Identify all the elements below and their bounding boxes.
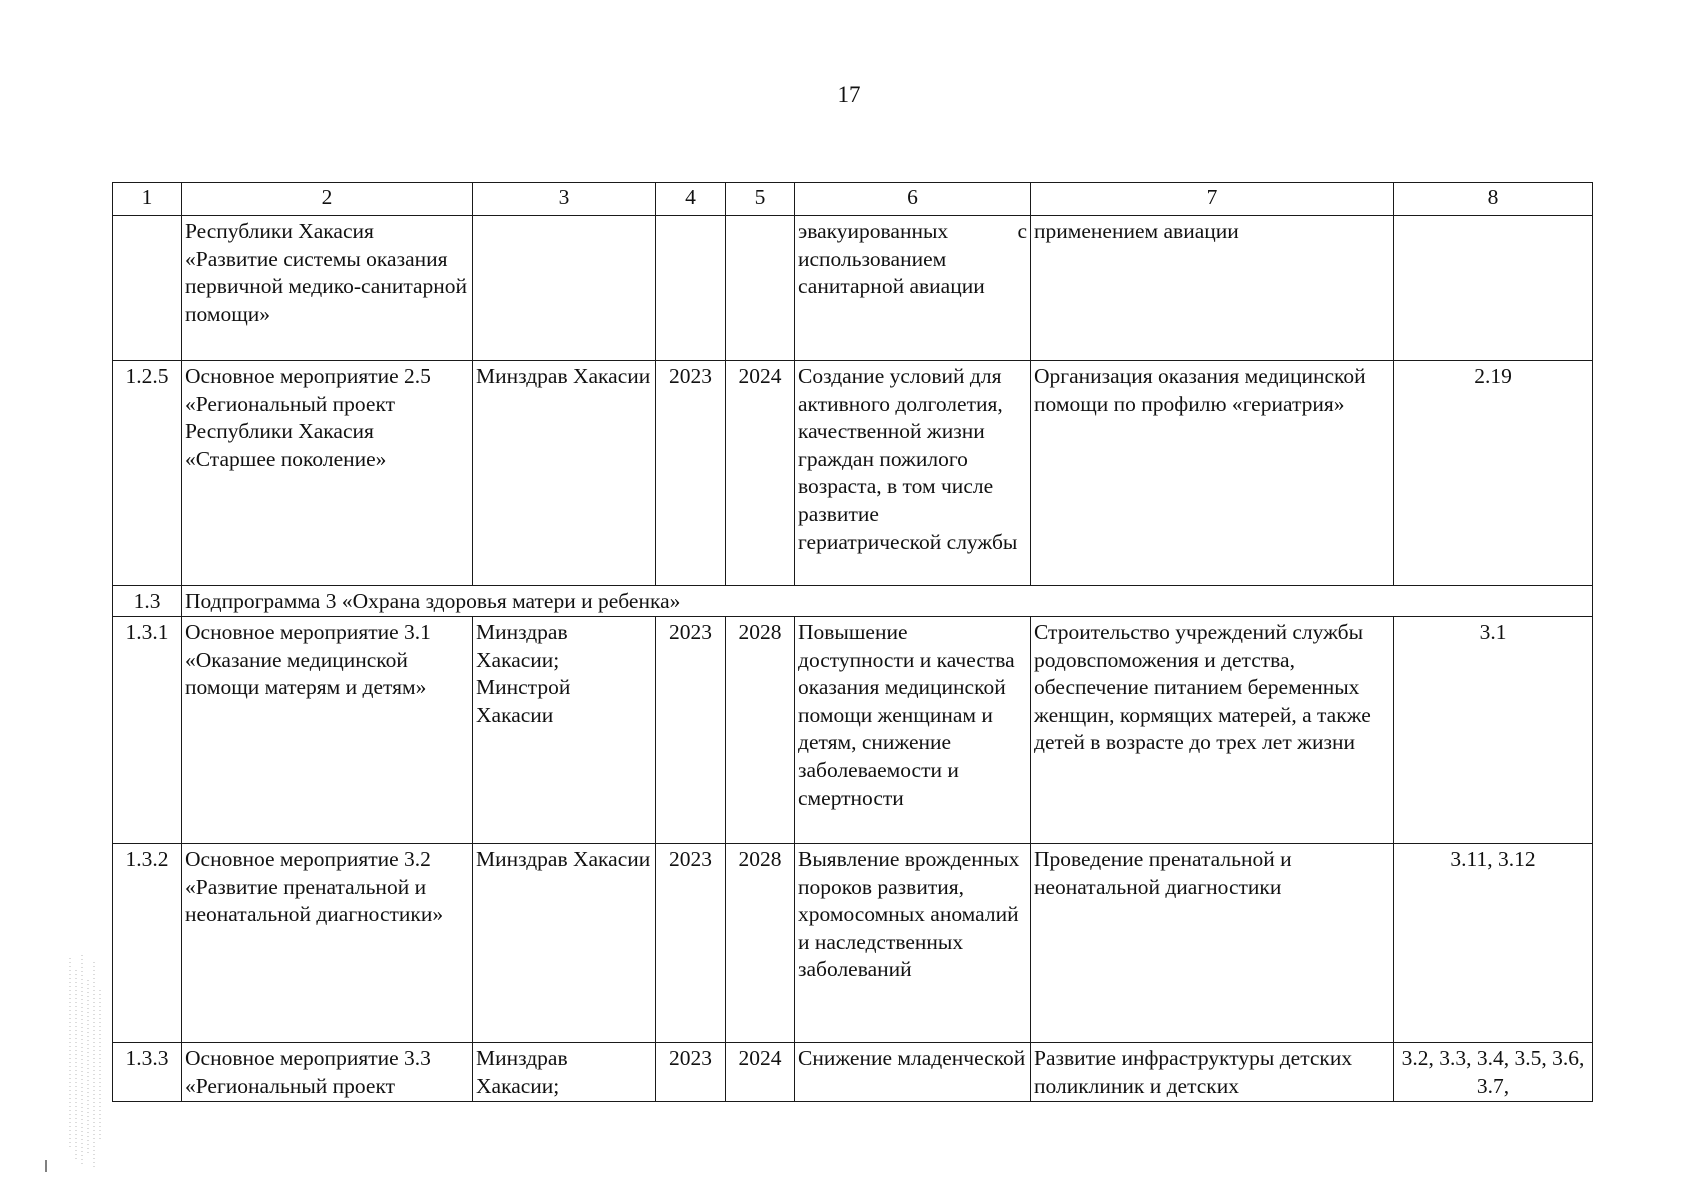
expected-result-cell [795,216,1031,361]
section-row [113,586,1593,617]
row-number-cell: 1.3.1 [113,617,182,844]
start-year-cell: 2023 [656,617,726,844]
end-year-cell: 2024 [726,1043,795,1102]
row-number-cell: 1.2.5 [113,361,182,586]
expected-result-cell: Создание условий для активного долголетия, качественной жизни граждан пожилого возраста, в том числе развитие гериатрической службы [795,361,1031,586]
table-row [113,844,1593,1043]
row-number-cell: 1.3.3 [113,1043,182,1102]
column-header: 6 [795,183,1031,216]
section-title-cell: Подпрограмма 3 «Охрана здоровья матери и ребенка» [182,586,1593,617]
end-year-cell: 2024 [726,361,795,586]
indicators-cell [1394,216,1593,361]
expected-result-cell: Выявление врожденных пороков развития, хромосомных аномалий и наследственных заболеваний [795,844,1031,1043]
table-row-continuation [113,216,1593,361]
column-header: 1 [113,183,182,216]
activity-name-cell: Основное мероприятие 3.1 «Оказание медицинской помощи матерям и детям» [182,617,473,844]
executor-cell [473,216,656,361]
end-year-cell [726,216,795,361]
table-row [113,361,1593,586]
executor-cell: Минздрав Хакасии [473,361,656,586]
activity-name-cell: Основное мероприятие 3.2 «Развитие пренатальной и неонатальной диагностики» [182,844,473,1043]
expected-result-cell: Снижение младенческой [795,1043,1031,1102]
column-header: 5 [726,183,795,216]
row-number-cell [113,216,182,361]
indicators-cell: 3.2, 3.3, 3.4, 3.5, 3.6, 3.7, [1394,1043,1593,1102]
executor-cell: Минздрав Хакасии; Минстрой Хакасии [473,617,656,844]
activity-name-cell: Республики Хакасия «Развитие системы оказания первичной медико-санитарной помощи» [182,216,473,361]
start-year-cell [656,216,726,361]
directions-cell: Организация оказания медицинской помощи по профилю «гериатрия» [1031,361,1394,586]
table-header-row [113,183,1593,216]
table-row [113,1043,1593,1102]
column-header: 4 [656,183,726,216]
table-row [113,617,1593,844]
indicators-cell: 3.11, 3.12 [1394,844,1593,1043]
start-year-cell: 2023 [656,1043,726,1102]
section-number-cell: 1.3 [113,586,182,617]
directions-cell: применением авиации [1031,216,1394,361]
directions-cell: Проведение пренатальной и неонатальной диагностики [1031,844,1394,1043]
row-number-cell: 1.3.2 [113,844,182,1043]
activity-name-cell: Основное мероприятие 2.5 «Региональный проект Республики Хакасия «Старшее поколение» [182,361,473,586]
executor-cell: Минздрав Хакасии [473,844,656,1043]
indicators-cell: 3.1 [1394,617,1593,844]
column-header: 3 [473,183,656,216]
activity-name-cell: Основное мероприятие 3.3 «Региональный проект [182,1043,473,1102]
directions-cell: Развитие инфраструктуры детских поликлиник и детских [1031,1043,1394,1102]
executor-cell: Минздрав Хакасии; [473,1043,656,1102]
program-activities-table [112,182,1593,1102]
start-year-cell: 2023 [656,844,726,1043]
scan-artifact-marks [40,950,120,1180]
result-line: эвакуированных с [798,219,1027,243]
result-line: использованием санитарной авиации [798,246,985,299]
start-year-cell: 2023 [656,361,726,586]
column-header: 8 [1394,183,1593,216]
expected-result-cell: Повышение доступности и качества оказания медицинской помощи женщинам и детям, снижение заболеваемости и смертности [795,617,1031,844]
indicators-cell: 2.19 [1394,361,1593,586]
page-number: 17 [837,82,861,107]
column-header: 2 [182,183,473,216]
end-year-cell: 2028 [726,844,795,1043]
column-header: 7 [1031,183,1394,216]
directions-cell: Строительство учреждений службы родовспоможения и детства, обеспечение питанием беременных женщин, кормящих матерей, а также детей в возрасте до трех лет жизни [1031,617,1394,844]
end-year-cell: 2028 [726,617,795,844]
